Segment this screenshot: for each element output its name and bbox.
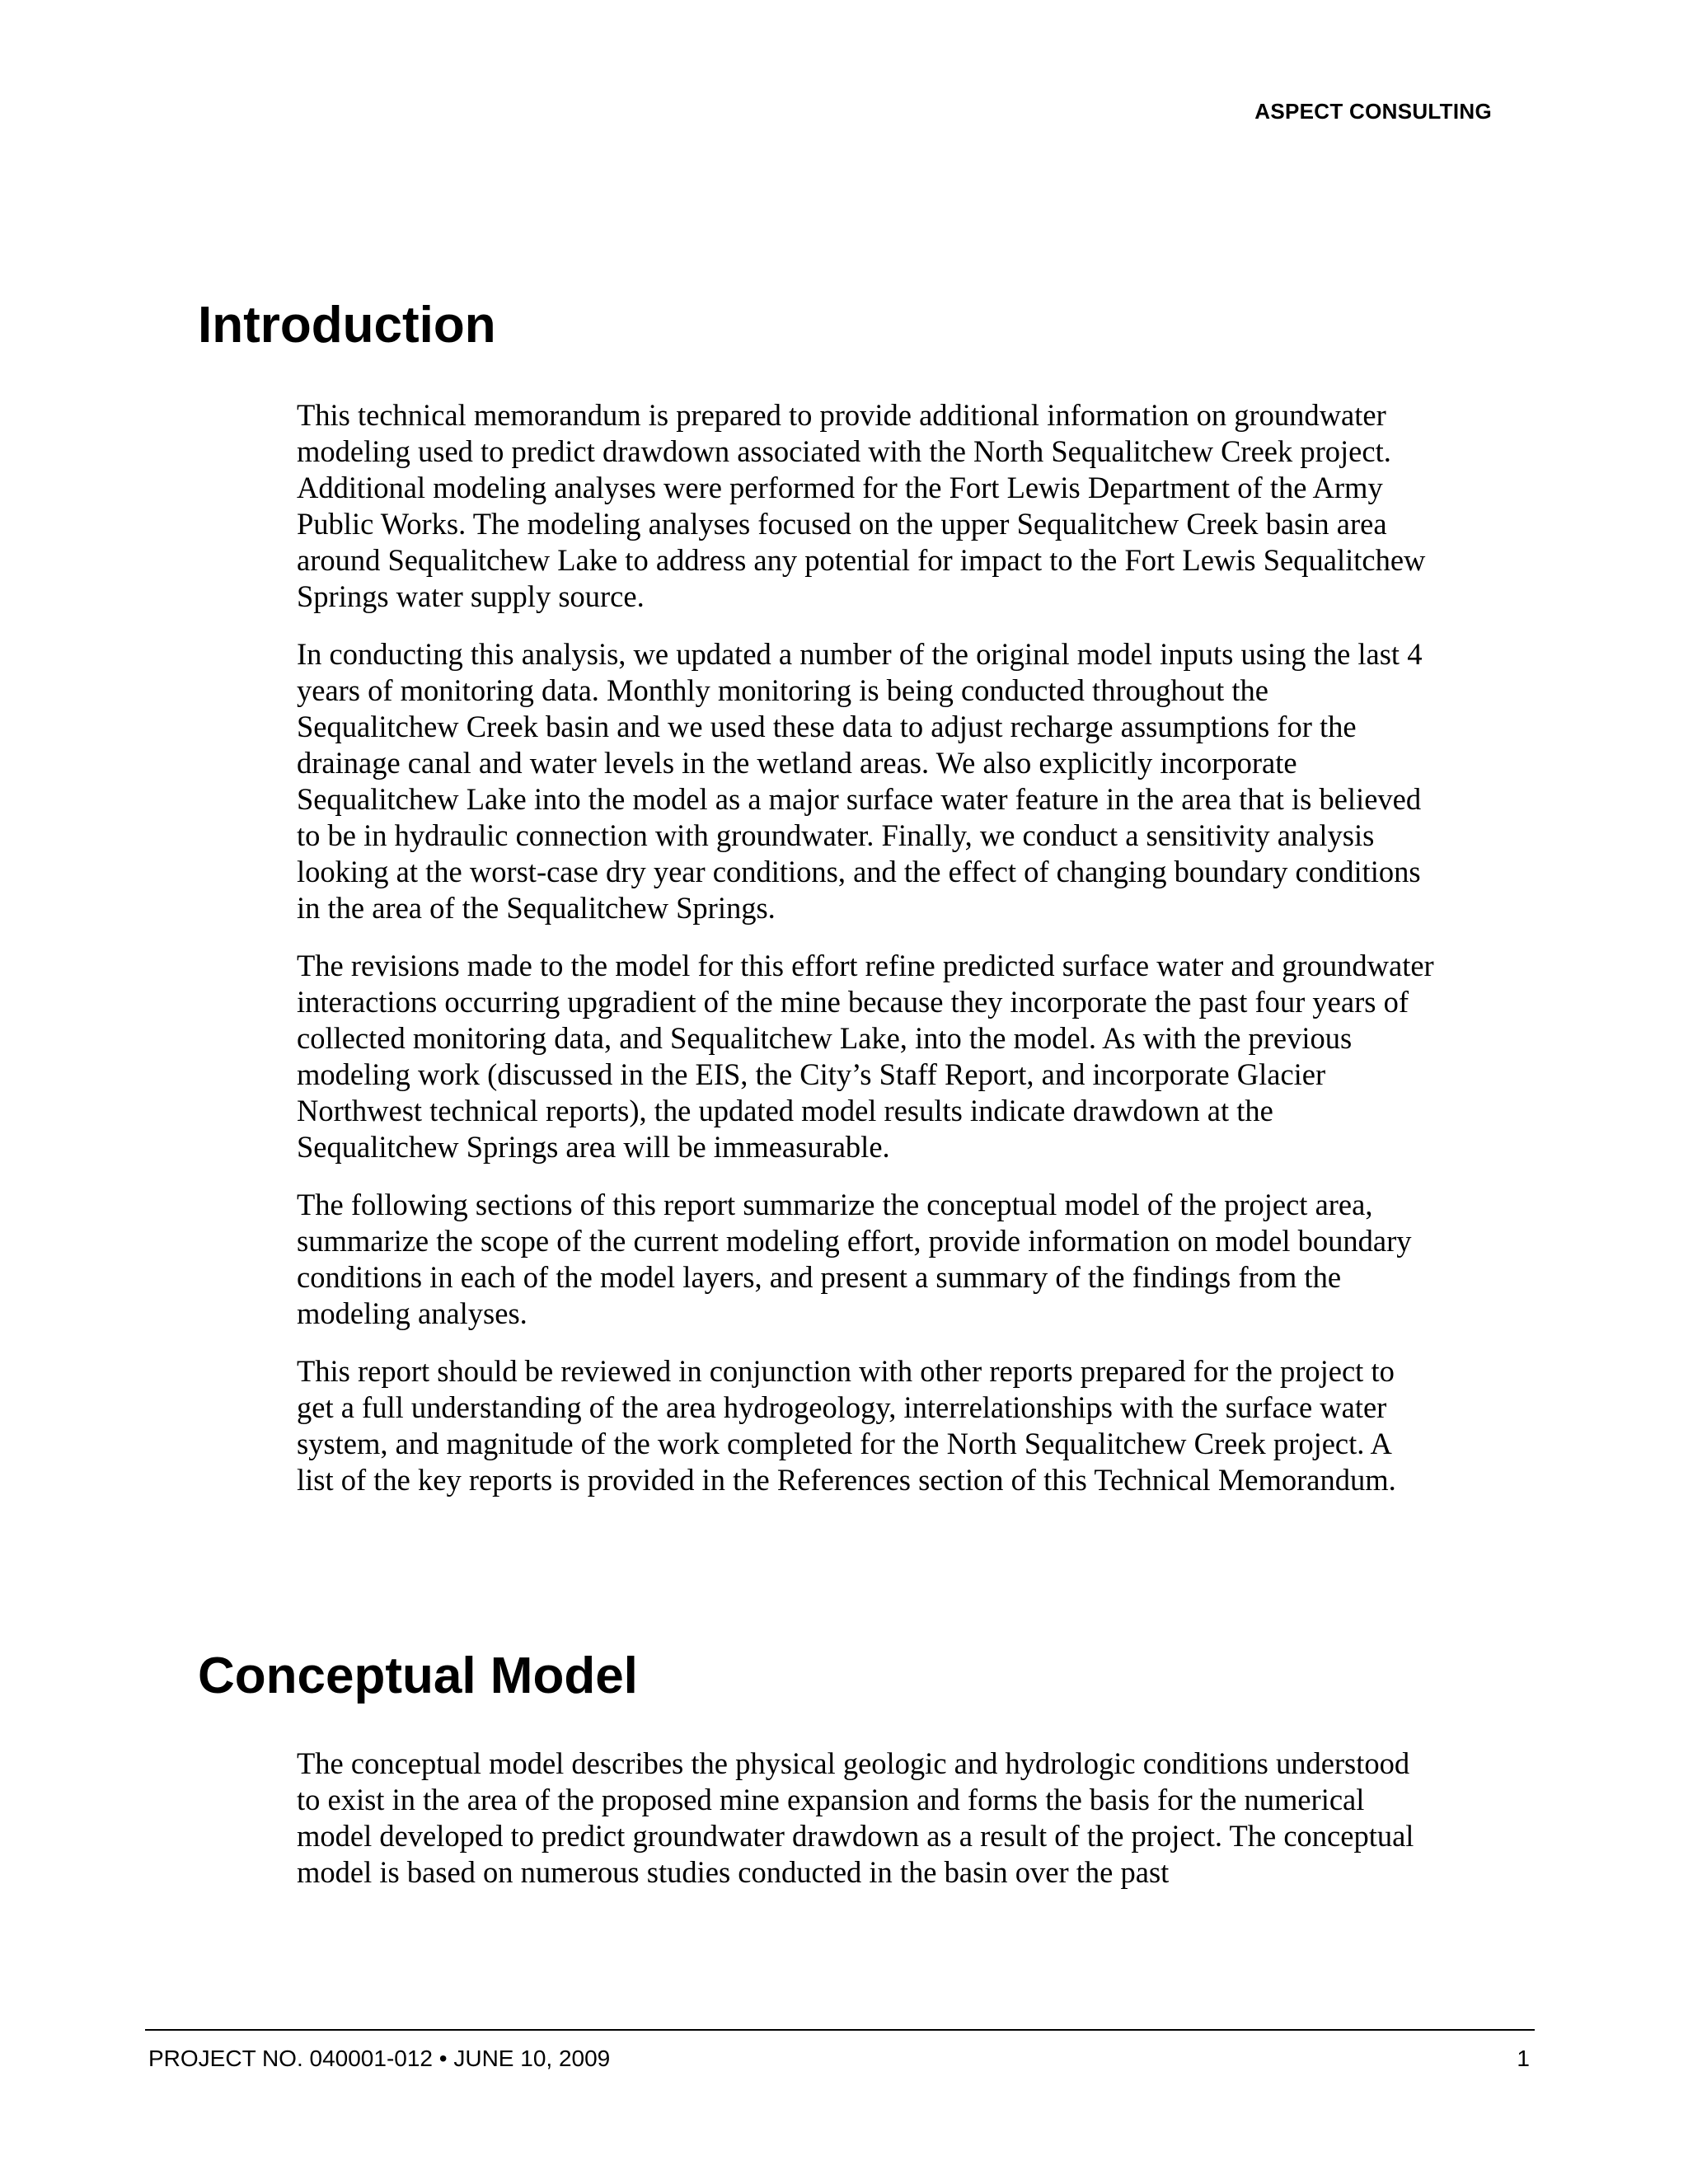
- paragraph: The following sections of this report summarize the conceptual model of the project area, summarize the scope of the current modeling effort, provide information on model boundary conditions in each of the model layers, and present a summary of the findings from the modeling analyses.: [297, 1188, 1412, 1330]
- paragraph: In conducting this analysis, we updated a number of the original model inputs using the last 4 years of monitoring data. Monthly monitoring is being conducted throughout the Sequalitchew Creek basin and we used these data to adjust recharge assumptions for the drainage canal and water levels in the wetland areas. We also explicitly incorporate Sequalitchew Lake into the model as a major surface water feature in the area that is believed to be in hydraulic connection with groundwater. Finally, we conduct a sensitivity analysis looking at the worst-case dry year conditions, and the effect of changing boundary conditions in the area of the Sequalitchew Springs.: [297, 637, 1423, 925]
- paragraph: The revisions made to the model for this effort refine predicted surface water and groundwater interactions occurring upgradient of the mine because they incorporate the past four years of collected monitoring data, and Sequalitchew Lake, into the model. As with the previous modeling work (discussed in the EIS, the City’s Staff Report, and incorporate Glacier Northwest technical reports), the updated model results indicate drawdown at the Sequalitchew Springs area will be immeasurable.: [297, 949, 1434, 1164]
- footer-rule: [145, 2029, 1535, 2031]
- footer-project-info: PROJECT NO. 040001-012 • JUNE 10, 2009: [148, 2046, 611, 2071]
- paragraph: This technical memorandum is prepared to provide additional information on groundwater modeling used to predict drawdown associated with the North Sequalitchew Creek project. Additional modeling analyses were performed for the Fort Lewis Department of the Army Public Works. The modeling analyses focused on the upper Sequalitchew Creek basin area around Sequalitchew Lake to address any potential for impact to the Fort Lewis Sequalitchew Springs water supply source.: [297, 398, 1426, 613]
- section-heading-conceptual-model: Conceptual Model: [198, 1647, 638, 1704]
- introduction-body: [297, 397, 1434, 1520]
- running-header: ASPECT CONSULTING: [1254, 99, 1492, 124]
- paragraph: The conceptual model describes the physical geologic and hydrologic conditions understood to exist in the area of the proposed mine expansion and forms the basis for the numerical model developed to predict groundwater drawdown as a result of the project. The conceptual model is based on numerous studies conducted in the basin over the past: [297, 1746, 1414, 1889]
- page-number: 1: [1517, 2046, 1530, 2071]
- conceptual-model-body: [297, 1746, 1434, 1912]
- paragraph: This report should be reviewed in conjunction with other reports prepared for the project to get a full understanding of the area hydrogeology, interrelationships with the surface water system, and magnitude of the work completed for the North Sequalitchew Creek project. A list of the key reports is provided in the References section of this Technical Memorandum.: [297, 1354, 1396, 1497]
- section-heading-introduction: Introduction: [198, 297, 496, 354]
